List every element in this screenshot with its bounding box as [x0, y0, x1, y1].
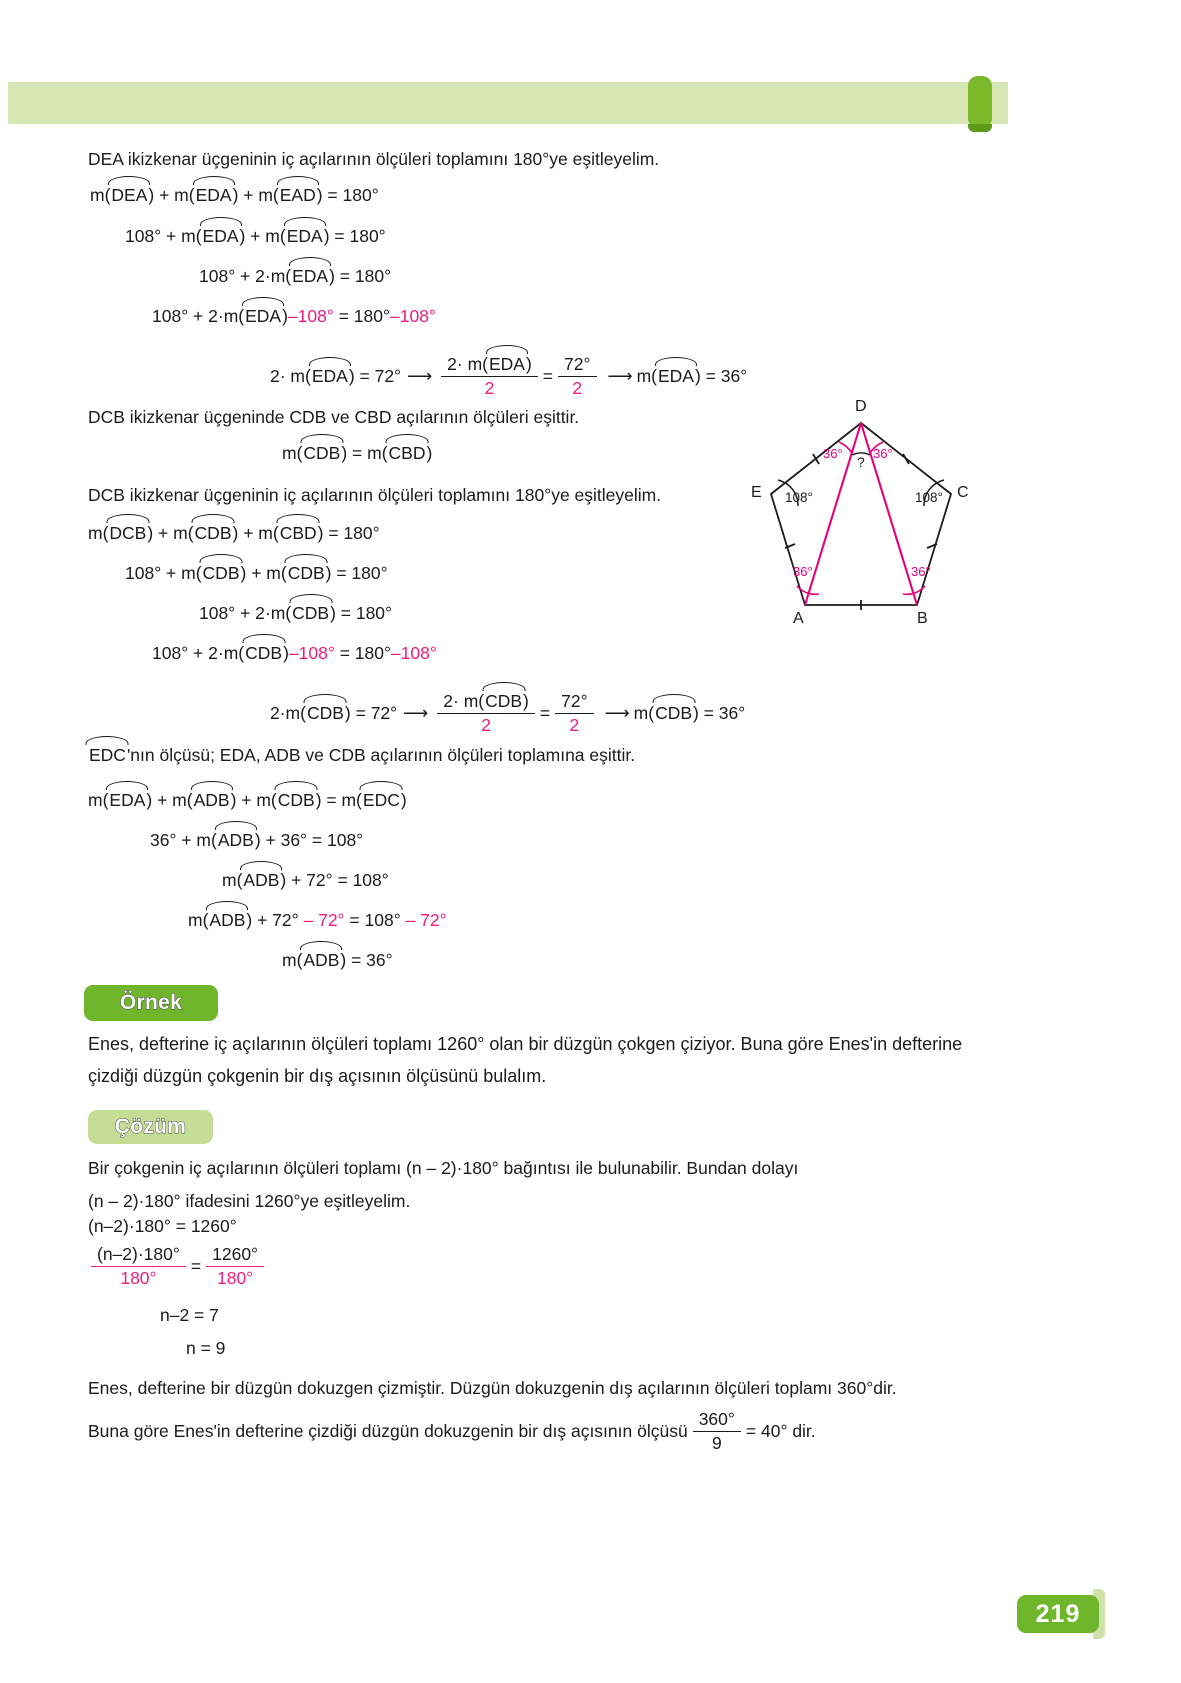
angle-arc-adb	[242, 870, 280, 891]
fraction-numerator: 72°	[558, 354, 596, 377]
fraction-numerator: 72°	[555, 691, 593, 714]
example-text: Enes, defterine iç açılarının ölçüleri toplamı 1260° olan bir düzgün çokgen çiziyor. Buna göre Enes'in defterine çizdiği düzgün çokgenin bir dış açısının ölçüsünü bulalım.	[88, 1034, 963, 1086]
vertex-label-e: E	[751, 484, 762, 501]
fraction-denominator: 180°	[120, 1268, 157, 1288]
angle-label: EDC	[362, 790, 400, 810]
angle-label: ADB	[303, 950, 340, 970]
angle-label: EDA	[195, 185, 232, 205]
angle-label: CDB	[655, 703, 693, 724]
solution-final-text: Buna göre Enes'in defterine çizdiği düzgün dokuzgenin bir dış açısının ölçüsü	[88, 1421, 688, 1442]
angle-label: DEA	[111, 185, 148, 205]
angle-label: EDA	[245, 306, 282, 326]
angle-label: EDC	[89, 745, 126, 765]
angle-arc-eda	[244, 306, 282, 327]
angle-arc-edc	[88, 745, 127, 766]
angle-label: CDB	[306, 703, 344, 724]
angle-label: CDB	[303, 443, 341, 463]
section-three-lead	[88, 745, 635, 766]
fraction-left	[441, 354, 538, 399]
tick-dc	[903, 454, 909, 464]
angle-arc-eda	[657, 366, 695, 387]
eq1-part-b: ) + m(	[148, 185, 195, 205]
solution-fraction-row	[86, 1245, 269, 1290]
fraction-numerator: 1260°	[206, 1244, 264, 1267]
solution-line2: (n – 2)·180° ifadesini 1260°ye eşitleyelim.	[88, 1191, 411, 1211]
equation-g5: m( ADB) = 36°	[282, 950, 393, 971]
angle-label: CDB	[202, 563, 240, 583]
angle-arc-dcb	[108, 523, 147, 544]
fraction-right	[555, 691, 593, 736]
angle-arc-eda	[202, 226, 240, 247]
eq3-pre: 108° + 2·m(	[199, 266, 292, 286]
fraction-denominator: 180°	[216, 1268, 254, 1288]
equation-cdb-equals-cbd: m( CDB) = m( CBD)	[282, 443, 432, 464]
angle-arc-eda	[195, 185, 233, 206]
angle-label-b: 36°	[911, 564, 931, 579]
solution-badge-label: Çözüm	[114, 1115, 187, 1138]
solution-eq2: n–2 = 7	[160, 1305, 219, 1325]
regular-pentagon-diagram	[735, 396, 1003, 646]
angle-label: ADB	[209, 910, 246, 930]
angle-label: EDA	[488, 354, 525, 374]
angle-arc-cdb	[291, 603, 330, 624]
g4-subtract-right: – 72°	[405, 910, 447, 930]
fraction-numerator: 2· m( EDA)	[441, 354, 538, 377]
eq4-pre: 108° + 2·m(	[152, 306, 245, 326]
angle-arc-eda	[286, 226, 324, 247]
solution-eq3: n = 9	[186, 1338, 226, 1358]
f4-subtract-left: –108°	[288, 643, 335, 663]
vertex-label-d: D	[855, 398, 867, 415]
fraction-denominator: 2	[569, 715, 580, 735]
equation-5: 2· m( EDA) = 72° ⟶ 2· m( EDA) 2 = $\frac{72^\circ}{2}$ ⟶ m( EDA) = 36°	[270, 355, 747, 400]
angle-label: EDA	[311, 366, 348, 387]
angle-arc-cdb	[302, 443, 341, 464]
header-tab-shadow	[968, 124, 992, 132]
angle-arc-cdb	[306, 703, 345, 724]
angle-arc-adb	[217, 830, 255, 851]
angle-label: CDB	[485, 691, 523, 711]
equation-g1: m( EDA) + m( ADB) + m( CDB) = m( EDC)	[88, 790, 407, 811]
g4-subtract-left: – 72°	[303, 910, 345, 930]
angle-arc-cdb	[277, 790, 316, 811]
header-band	[8, 82, 1008, 124]
angle-arc-adb	[193, 790, 231, 811]
angle-arc-eda	[108, 790, 146, 811]
f4-subtract-right: –108°	[390, 643, 437, 663]
angle-label: CDB	[245, 643, 283, 663]
angle-arc-eda	[488, 354, 526, 375]
angle-label-a: 36°	[793, 564, 813, 579]
equation-4	[152, 306, 436, 327]
page-number-label: 219	[1035, 1599, 1081, 1628]
section-two-line1: DCB ikizkenar üçgeninde CDB ve CBD açılarının ölçüleri eşittir.	[88, 407, 580, 427]
fraction-denominator: 2	[572, 378, 583, 398]
example-badge	[84, 985, 218, 1021]
fraction-numerator: (n–2)·180°	[91, 1244, 186, 1267]
angle-arc-dea	[110, 185, 148, 206]
angle-label: ADB	[217, 830, 254, 850]
fraction-numerator: 360°	[693, 1409, 741, 1432]
angle-arc-cdb	[244, 643, 283, 664]
eq2-mid: ) + m(	[239, 226, 286, 246]
fraction-denominator: 2	[484, 378, 495, 398]
angle-arc-adb	[208, 910, 246, 931]
solution-line3: Enes, defterine bir düzgün dokuzgen çizmiştir. Düzgün dokuzgenin dış açılarının ölçüleri toplamı 360°dir.	[88, 1378, 897, 1398]
eq4-equals: = 180°	[333, 306, 390, 326]
fraction-left	[437, 691, 535, 736]
angle-label: EDA	[109, 790, 146, 810]
fraction-right	[206, 1244, 264, 1289]
angle-label: CDB	[287, 563, 325, 583]
eq2-post: ) = 180°	[323, 226, 386, 246]
arrow-right-icon: ⟶	[604, 703, 628, 724]
fraction-denominator: 9	[711, 1433, 722, 1453]
equation-f1: m( DCB) + m( CDB) + m( CBD) = 180°	[88, 523, 380, 544]
arrow-right-icon: ⟶	[607, 366, 631, 387]
eq1-part-d: ) = 180°	[316, 185, 379, 205]
angle-label: EDA	[658, 366, 694, 387]
angle-label: EAD	[279, 185, 316, 205]
angle-arc-cdb	[287, 563, 326, 584]
equation-g3: m( ADB) + 72° = 108°	[222, 870, 389, 891]
angle-label: CDB	[194, 523, 232, 543]
section-two-line2: DCB ikizkenar üçgeninin iç açılarının ölçüleri toplamını 180°ye eşitleyelim.	[88, 485, 662, 505]
angle-label: EDA	[292, 266, 329, 286]
equation-2	[125, 226, 386, 247]
angle-arc-cdb	[202, 563, 241, 584]
equals-sign: =	[542, 366, 554, 387]
solution-line1: Bir çokgenin iç açılarının ölçüleri toplamı (n – 2)·180° bağıntısı ile bulunabilir. Bundan dolayı	[88, 1158, 799, 1178]
angle-arc-ead	[279, 185, 317, 206]
fraction-final	[693, 1409, 741, 1454]
solution-final-row	[88, 1410, 816, 1455]
equation-g4: m( ADB) + 72° – 72° = 108° – 72°	[188, 910, 447, 931]
eq2-pre: 108° + m(	[125, 226, 202, 246]
equals-sign: =	[539, 703, 551, 724]
eq5-pre: 2· m(	[270, 366, 311, 387]
equation-3	[199, 266, 391, 287]
angle-arc-cdb	[484, 691, 523, 712]
angle-arc-eda	[311, 366, 349, 387]
angle-arc-cbd	[279, 523, 318, 544]
angle-label: CDB	[277, 790, 315, 810]
angle-label-d-unknown: ?	[857, 454, 865, 470]
angle-label-d-left: 36°	[823, 446, 843, 461]
eq4-subtract-left: –108°	[287, 306, 334, 326]
header-tab-marker	[968, 76, 992, 128]
angle-arc-cbd	[388, 443, 427, 464]
tick-ed	[813, 454, 819, 464]
angle-label-c: 108°	[915, 490, 943, 505]
eq4-post: )	[282, 306, 288, 326]
vertex-label-b: B	[917, 610, 928, 627]
arrow-right-icon: ⟶	[403, 703, 427, 724]
eq3-post: ) = 180°	[329, 266, 392, 286]
angle-label: EDA	[202, 226, 239, 246]
fraction-denominator: 2	[481, 715, 491, 735]
angle-label: EDA	[286, 226, 323, 246]
solution-eq1: (n–2)·180° = 1260°	[88, 1216, 237, 1236]
equals-sign: =	[190, 1256, 202, 1277]
fraction-right	[558, 354, 596, 399]
equation-f5: 2·m( CDB) = 72° ⟶ 2· m( CDB) 2 = $\frac{72^\circ}{2}$ ⟶ m( CDB) = 36°	[270, 692, 745, 737]
angle-label: DCB	[109, 523, 147, 543]
eq4-subtract-right: –108°	[390, 306, 436, 326]
equation-f3: 108° + 2·m( CDB) = 180°	[199, 603, 392, 624]
eq1-part-c: ) + m(	[232, 185, 279, 205]
eq5-post: ) = 72°	[348, 366, 402, 387]
fraction-left	[91, 1244, 186, 1289]
angle-label: CDB	[292, 603, 330, 623]
angle-label: CBD	[388, 443, 426, 463]
page-number-badge	[1017, 1595, 1099, 1633]
equation-1	[90, 185, 379, 206]
angle-arc-cdb	[194, 523, 233, 544]
angle-arc-adb	[302, 950, 340, 971]
vertex-label-c: C	[957, 484, 969, 501]
angle-label-e: 108°	[785, 490, 813, 505]
angle-label: ADB	[193, 790, 230, 810]
angle-label-d-right: 36°	[873, 446, 893, 461]
section-one-intro: DEA ikizkenar üçgeninin iç açılarının ölçüleri toplamını 180°ye eşitleyelim.	[88, 149, 660, 169]
fraction-numerator: 2· m( CDB)	[437, 691, 535, 714]
angle-arc-cdb	[654, 703, 693, 724]
angle-arc-eda	[291, 266, 329, 287]
equation-g2: 36° + m( ADB) + 36° = 108°	[150, 830, 363, 851]
eq1-part-a: m(	[90, 185, 111, 205]
angle-label: CBD	[279, 523, 317, 543]
arrow-right-icon: ⟶	[407, 366, 431, 387]
vertex-label-a: A	[793, 610, 804, 627]
example-badge-label: Örnek	[119, 991, 183, 1014]
angle-arc-edc	[362, 790, 401, 811]
equation-f2: 108° + m( CDB) + m( CDB) = 180°	[125, 563, 388, 584]
equation-f4: 108° + 2·m( CDB)–108° = 180°–108°	[152, 643, 437, 664]
angle-label: ADB	[243, 870, 280, 890]
section-three-lead-text: 'nın ölçüsü; EDA, ADB ve CDB açılarının ölçüleri toplamına eşittir.	[126, 745, 636, 765]
solution-final-result: = 40° dir.	[745, 1421, 816, 1442]
solution-badge	[88, 1110, 213, 1144]
